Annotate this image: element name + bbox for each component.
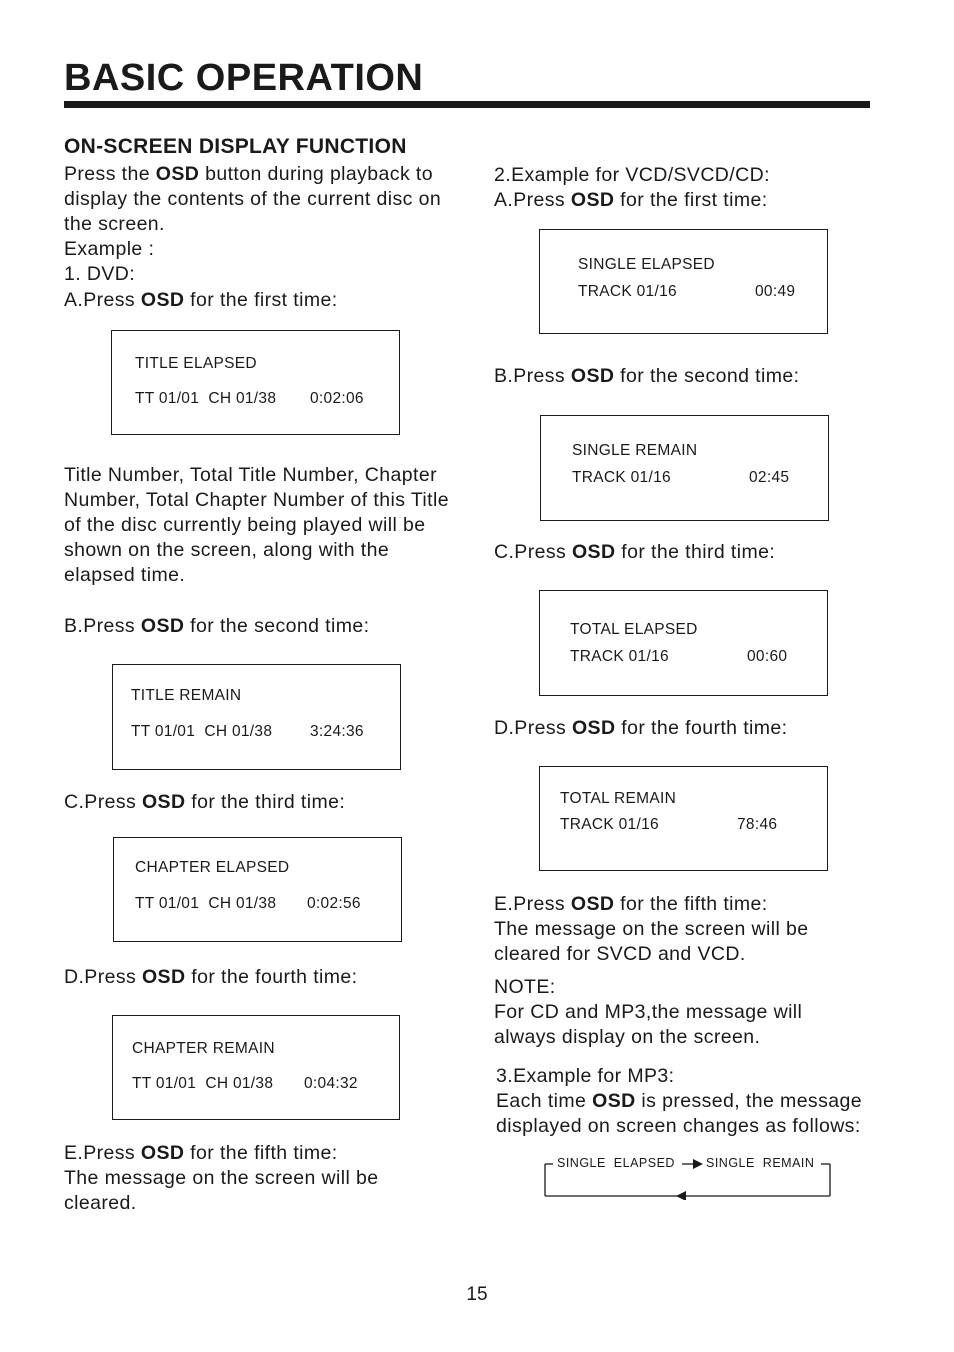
osd-time: 00:60: [747, 648, 788, 665]
osd-position: TRACK 01/16: [560, 816, 659, 833]
osd-box-title-elapsed: [111, 330, 400, 435]
mp3-paragraph: Each time OSD is pressed, the message displayed on screen changes as follows:: [496, 1090, 862, 1137]
section-title: ON-SCREEN DISPLAY FUNCTION: [64, 135, 407, 158]
osd-box-single-elapsed: [539, 229, 828, 334]
return-arrow-icon: [676, 1191, 686, 1200]
dvd-step-e: E.Press OSD for the fifth time:: [64, 1142, 338, 1164]
osd-box-total-elapsed: [539, 590, 828, 696]
vcd-step-e-text: The message on the screen will be cleared for SVCD and VCD.: [494, 918, 809, 965]
vcd-step-e: E.Press OSD for the fifth time:: [494, 893, 768, 915]
osd-mode: TITLE ELAPSED: [135, 355, 257, 372]
osd-mode: SINGLE REMAIN: [572, 442, 698, 459]
osd-box-chapter-elapsed: [113, 837, 402, 942]
intro-paragraph: Press the OSD button during playback to display the contents of the current disc on the screen.: [64, 163, 442, 235]
osd-time: 0:02:56: [307, 895, 361, 912]
osd-time: 0:02:06: [310, 390, 364, 407]
vcd-step-d: D.Press OSD for the fourth time:: [494, 717, 788, 739]
osd-mode: TOTAL REMAIN: [560, 790, 677, 807]
osd-position: TRACK 01/16: [570, 648, 669, 665]
dvd-step-c: C.Press OSD for the third time:: [64, 791, 346, 813]
note-title: NOTE:: [494, 976, 556, 998]
osd-mode: TOTAL ELAPSED: [570, 621, 698, 638]
osd-mode: CHAPTER REMAIN: [132, 1040, 275, 1057]
note-text: For CD and MP3,the message will always display on the screen.: [494, 1001, 803, 1048]
osd-keyword: OSD: [155, 163, 200, 185]
vcd-label: 2.Example for VCD/SVCD/CD:: [494, 164, 770, 186]
dvd-step-b: B.Press OSD for the second time:: [64, 615, 370, 637]
vcd-step-c: C.Press OSD for the third time:: [494, 541, 776, 563]
osd-mode: TITLE REMAIN: [131, 687, 242, 704]
osd-position: TRACK 01/16: [578, 283, 677, 300]
osd-box-single-remain: [540, 415, 829, 521]
osd-time: 3:24:36: [310, 723, 364, 740]
mp3-title: 3.Example for MP3:: [496, 1065, 675, 1087]
title-rule: [64, 101, 870, 108]
osd-box-total-remain: [539, 766, 828, 871]
forward-arrow-icon: [693, 1159, 703, 1169]
osd-time: 02:45: [749, 469, 790, 486]
osd-mode: CHAPTER ELAPSED: [135, 859, 290, 876]
dvd-description: Title Number, Total Title Number, Chapter Number, Total Chapter Number of this Title of the disc currently being played will be shown on the screen, along with the elapsed time.: [64, 464, 449, 586]
dvd-step-e-text: The message on the screen will be cleared.: [64, 1167, 379, 1214]
osd-position: TT 01/01 CH 01/38: [135, 390, 277, 407]
osd-time: 78:46: [737, 816, 778, 833]
example-label: Example :: [64, 238, 155, 260]
osd-box-chapter-remain: [112, 1015, 400, 1120]
osd-position: TT 01/01 CH 01/38: [131, 723, 273, 740]
osd-time: 0:04:32: [304, 1075, 358, 1092]
dvd-label: 1. DVD:: [64, 263, 136, 285]
osd-time: 00:49: [755, 283, 796, 300]
vcd-step-a: A.Press OSD for the first time:: [494, 189, 768, 211]
page-title: BASIC OPERATION: [64, 57, 424, 99]
vcd-step-b: B.Press OSD for the second time:: [494, 365, 800, 387]
osd-position: TT 01/01 CH 01/38: [135, 895, 277, 912]
dvd-step-d: D.Press OSD for the fourth time:: [64, 966, 358, 988]
osd-position: TT 01/01 CH 01/38: [132, 1075, 274, 1092]
dvd-step-a: A.Press OSD for the first time:: [64, 289, 338, 311]
flow-to-label: SINGLE REMAIN: [706, 1156, 815, 1170]
flow-from-label: SINGLE ELAPSED: [557, 1156, 675, 1170]
osd-box-title-remain: [112, 664, 401, 770]
osd-position: TRACK 01/16: [572, 469, 671, 486]
page-number: 15: [466, 1284, 488, 1305]
mp3-osd-cycle-diagram: [543, 1150, 833, 1200]
osd-mode: SINGLE ELAPSED: [578, 256, 715, 273]
